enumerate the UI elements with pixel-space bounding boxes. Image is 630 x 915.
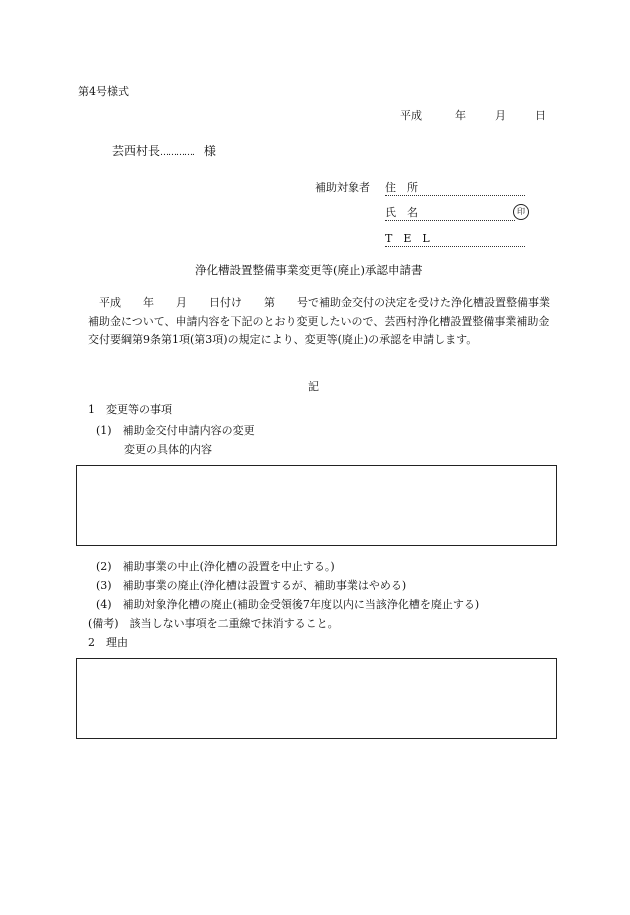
seal-mark	[513, 204, 529, 220]
addressee-dots: ………….	[160, 148, 194, 158]
seal-icon: 印	[513, 204, 529, 220]
addressee-name: 芸西村長	[112, 144, 161, 158]
section1-item3: (3) 補助事業の廃止(浄化槽は設置するが、補助事業はやめる)	[96, 579, 407, 592]
section1-item1: (1) 補助金交付申請内容の変更	[96, 424, 255, 437]
section1-item2: (2) 補助事業の中止(浄化槽の設置を中止する。)	[96, 560, 335, 573]
addressee-honorific: 様	[203, 144, 216, 158]
section1-item4: (4) 補助対象浄化槽の廃止(補助金受領後7年度以内に当該浄化槽を廃止する)	[96, 598, 480, 611]
date-day: 日	[535, 109, 546, 122]
name-field	[385, 207, 515, 221]
document-title: 浄化槽設置整備事業変更等(廃止)承認申請書	[195, 263, 423, 277]
date-era: 平成	[400, 109, 422, 122]
remarks-note: (備考) 該当しない事項を二重線で抹消すること。	[88, 617, 339, 630]
body-paragraph: 平成 年 月 日付け 第 号で補助金交付の決定を受けた浄化槽設置整備事業補助金について、申請内容を下記のとおり変更したいので、芸西村浄化槽設置整備事業補助金交付要綱第9条第1項(第3項)の規定により、変更等(廃止)の承認を申請します。	[88, 296, 550, 346]
form-number: 第4号様式	[78, 85, 129, 98]
section1-item1-sub: 変更の具体的内容	[124, 443, 212, 456]
date-year: 年	[455, 109, 466, 122]
applicant-label: 補助対象者	[315, 181, 370, 194]
name-label: 氏 名	[385, 206, 418, 219]
reason-box	[76, 658, 557, 739]
ki-mark: 記	[308, 380, 319, 393]
date-line	[400, 110, 546, 121]
change-details-box	[76, 465, 557, 546]
date-month: 月	[495, 109, 506, 122]
address-field	[385, 182, 525, 196]
tel-label: T E L	[385, 232, 430, 245]
tel-field	[385, 233, 525, 247]
section2-heading: 2 理由	[88, 636, 128, 649]
addressee	[112, 145, 216, 158]
section1-heading: 1 変更等の事項	[88, 403, 172, 416]
address-label: 住 所	[385, 181, 418, 194]
